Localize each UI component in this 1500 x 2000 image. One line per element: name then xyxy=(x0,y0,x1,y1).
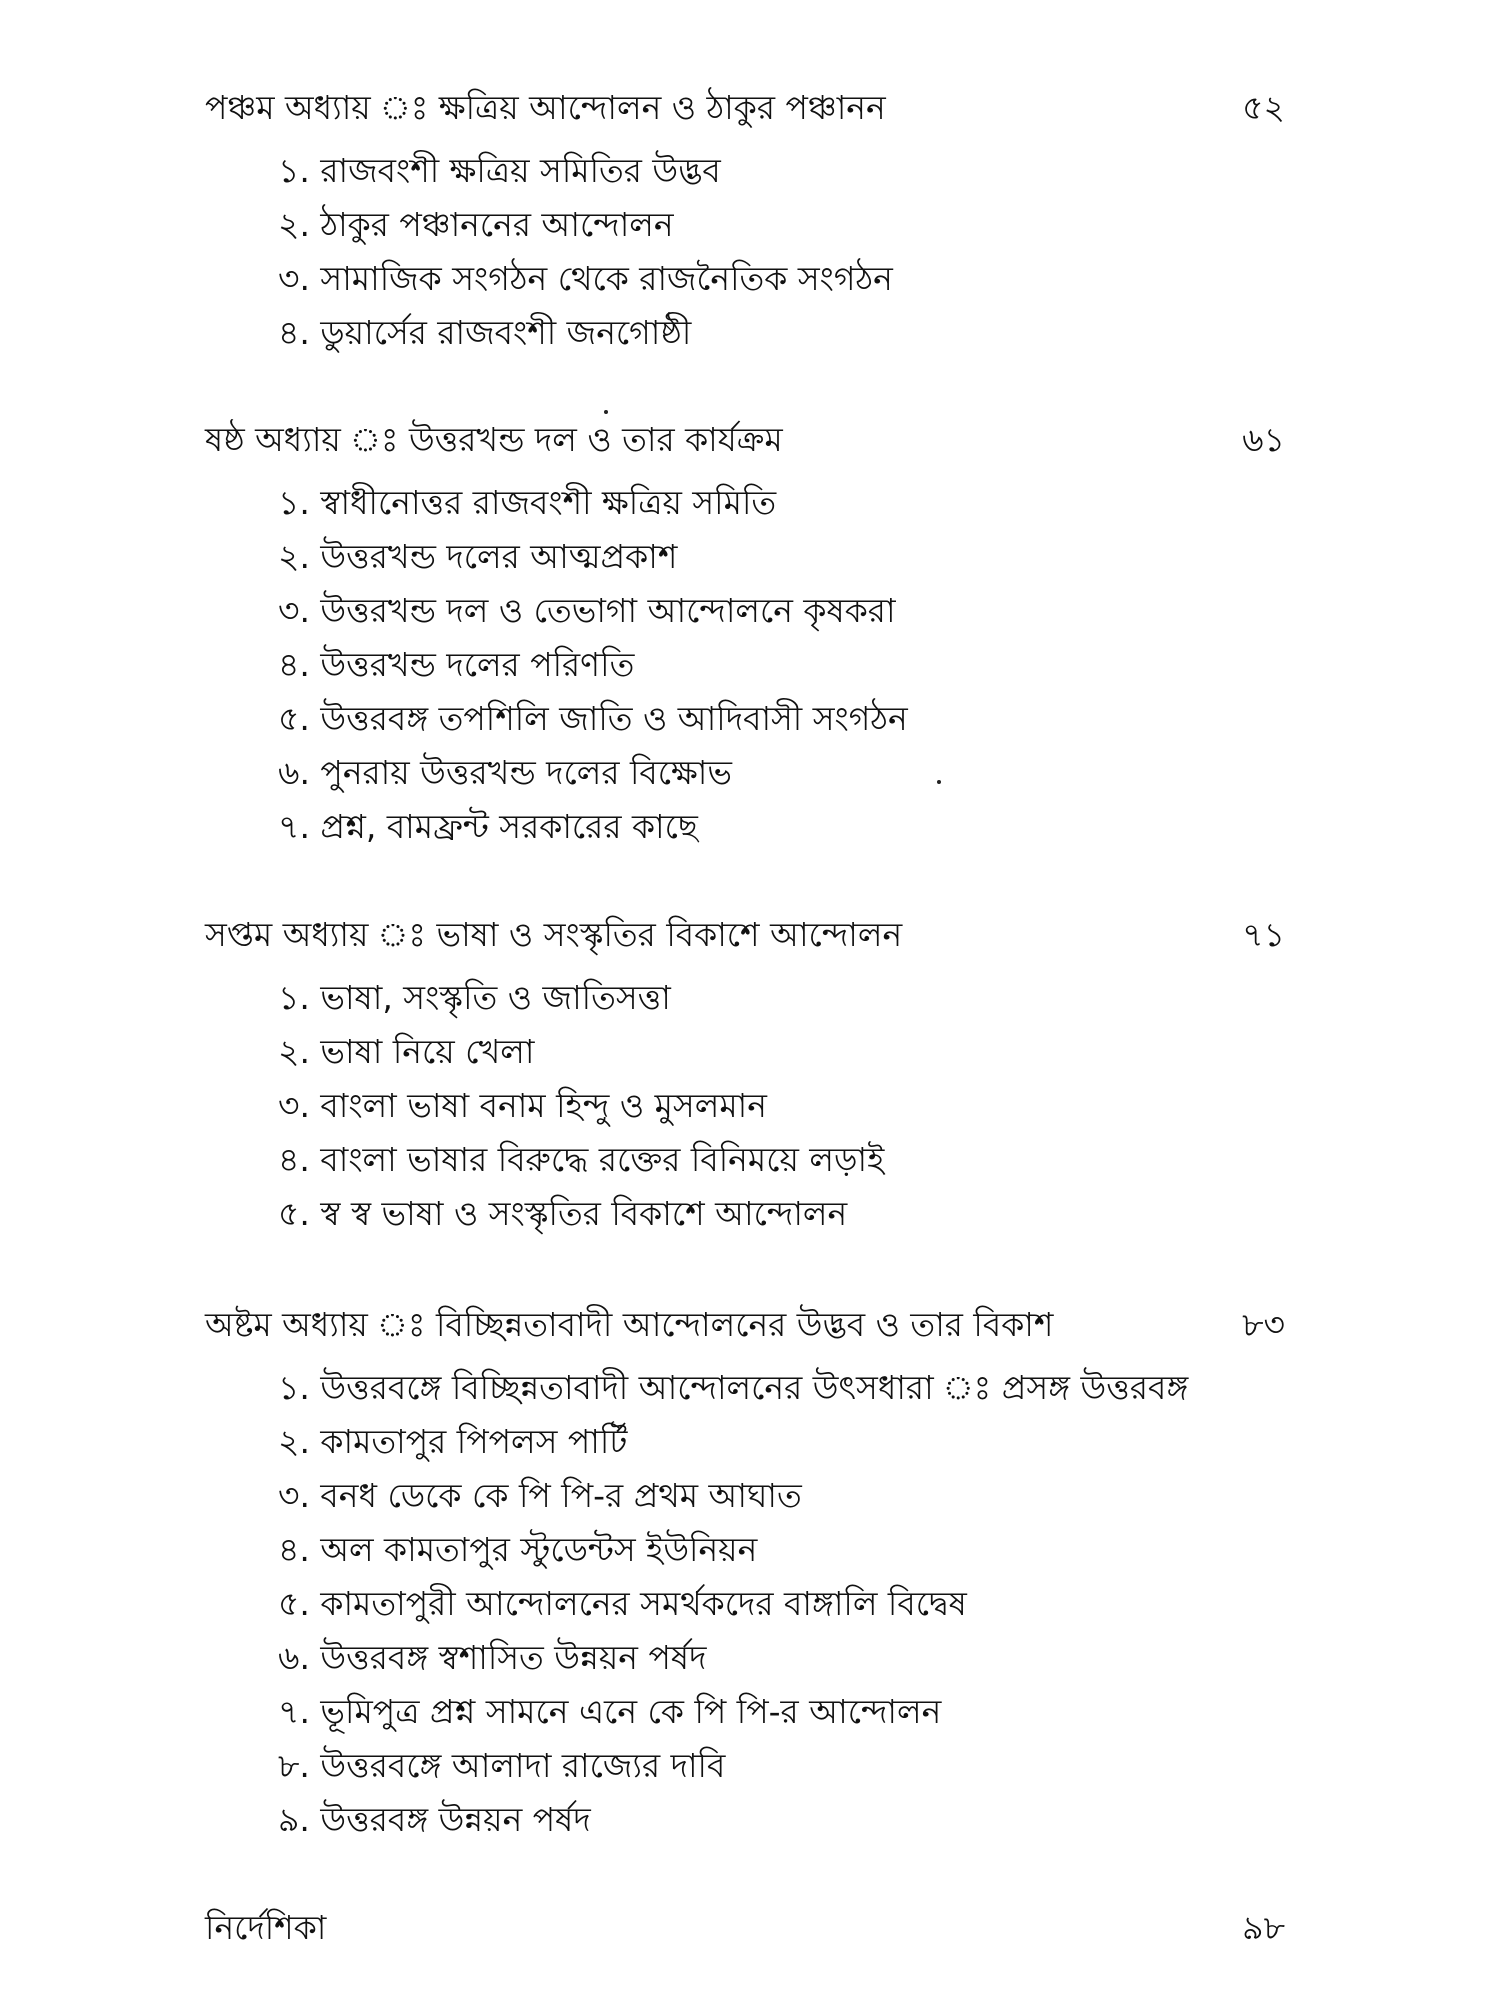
print-speck xyxy=(604,410,608,414)
section-item: ১. উত্তরবঙ্গে বিচ্ছিন্নতাবাদী আন্দোলনের উৎসধারা ঃ প্রসঙ্গ উত্তরবঙ্গ xyxy=(278,1368,1189,1407)
section-item: ৬. উত্তরবঙ্গ স্বশাসিত উন্নয়ন পর্ষদ xyxy=(278,1638,707,1677)
chapter-page-number: ৫২ xyxy=(1242,88,1285,127)
chapter-title: সপ্তম অধ্যায় ঃ ভাষা ও সংস্কৃতির বিকাশে আন্দোলন xyxy=(205,915,903,954)
chapter-heading xyxy=(205,420,1295,460)
chapter-title: ষষ্ঠ অধ্যায় ঃ উত্তরখন্ড দল ও তার কার্যক্রম xyxy=(205,420,783,459)
section-item: ৯. উত্তরবঙ্গ উন্নয়ন পর্ষদ xyxy=(278,1800,591,1839)
section-item: ২. কামতাপুর পিপলস পার্টি xyxy=(278,1422,628,1461)
section-item: ৪. উত্তরখন্ড দলের পরিণতি xyxy=(278,645,635,684)
section-list xyxy=(205,476,1295,854)
section-item: ২. উত্তরখন্ড দলের আত্মপ্রকাশ xyxy=(278,537,678,576)
chapter-page-number: ৭১ xyxy=(1242,915,1285,954)
section-item: ৫. কামতাপুরী আন্দোলনের সমর্থকদের বাঙ্গালি বিদ্বেষ xyxy=(278,1584,967,1623)
section-item: ২. ভাষা নিয়ে খেলা xyxy=(278,1032,535,1071)
index-entry xyxy=(205,1908,1295,1948)
section-item: ৩. বাংলা ভাষা বনাম হিন্দু ও মুসলমান xyxy=(278,1086,767,1125)
section-item: ৪. বাংলা ভাষার বিরুদ্ধে রক্তের বিনিময়ে লড়াই xyxy=(278,1140,885,1179)
chapter-heading xyxy=(205,1305,1295,1345)
chapter-page-number: ৬১ xyxy=(1242,420,1285,459)
chapter-6 xyxy=(205,420,1295,854)
section-item: ৪. অল কামতাপুর স্টুডেন্টস ইউনিয়ন xyxy=(278,1530,758,1569)
section-item: ২. ঠাকুর পঞ্চাননের আন্দোলন xyxy=(278,205,674,244)
index-heading xyxy=(205,1908,1295,1948)
section-item: ৪. ডুয়ার্সের রাজবংশী জনগোষ্ঠী xyxy=(278,313,692,352)
section-item: ৬. পুনরায় উত্তরখন্ড দলের বিক্ষোভ xyxy=(278,753,732,792)
chapter-heading xyxy=(205,915,1295,955)
section-item: ৮. উত্তরবঙ্গে আলাদা রাজ্যের দাবি xyxy=(278,1746,726,1785)
print-speck xyxy=(937,780,941,784)
chapter-8 xyxy=(205,1305,1295,1847)
section-item: ৩. উত্তরখন্ড দল ও তেভাগা আন্দোলনে কৃষকরা xyxy=(278,591,896,630)
section-item: ১. রাজবংশী ক্ষত্রিয় সমিতির উদ্ভব xyxy=(278,151,721,190)
section-list xyxy=(205,971,1295,1241)
index-page-number: ৯৮ xyxy=(1242,1908,1285,1947)
section-item: ৫. স্ব স্ব ভাষা ও সংস্কৃতির বিকাশে আন্দোলন xyxy=(278,1194,848,1233)
section-item: ১. ভাষা, সংস্কৃতি ও জাতিসত্তা xyxy=(278,978,671,1017)
section-item: ৩. বনধ ডেকে কে পি পি-র প্রথম আঘাত xyxy=(278,1476,802,1515)
chapter-7 xyxy=(205,915,1295,1241)
section-list xyxy=(205,1361,1295,1847)
section-list xyxy=(205,144,1295,360)
section-item: ৭. ভূমিপুত্র প্রশ্ন সামনে এনে কে পি পি-র আন্দোলন xyxy=(278,1692,942,1731)
chapter-title: পঞ্চম অধ্যায় ঃ ক্ষত্রিয় আন্দোলন ও ঠাকুর পঞ্চানন xyxy=(205,88,886,127)
chapter-page-number: ৮৩ xyxy=(1242,1305,1285,1344)
chapter-title: অষ্টম অধ্যায় ঃ বিচ্ছিন্নতাবাদী আন্দোলনের উদ্ভব ও তার বিকাশ xyxy=(205,1305,1054,1344)
section-item: ৩. সামাজিক সংগঠন থেকে রাজনৈতিক সংগঠন xyxy=(278,259,893,298)
section-item: ৭. প্রশ্ন, বামফ্রন্ট সরকারের কাছে xyxy=(278,807,698,846)
chapter-heading xyxy=(205,88,1295,128)
section-item: ৫. উত্তরবঙ্গ তপশিলি জাতি ও আদিবাসী সংগঠন xyxy=(278,699,908,738)
index-title: নির্দেশিকা xyxy=(205,1908,327,1947)
section-item: ১. স্বাধীনোত্তর রাজবংশী ক্ষত্রিয় সমিতি xyxy=(278,483,777,522)
chapter-5 xyxy=(205,88,1295,360)
